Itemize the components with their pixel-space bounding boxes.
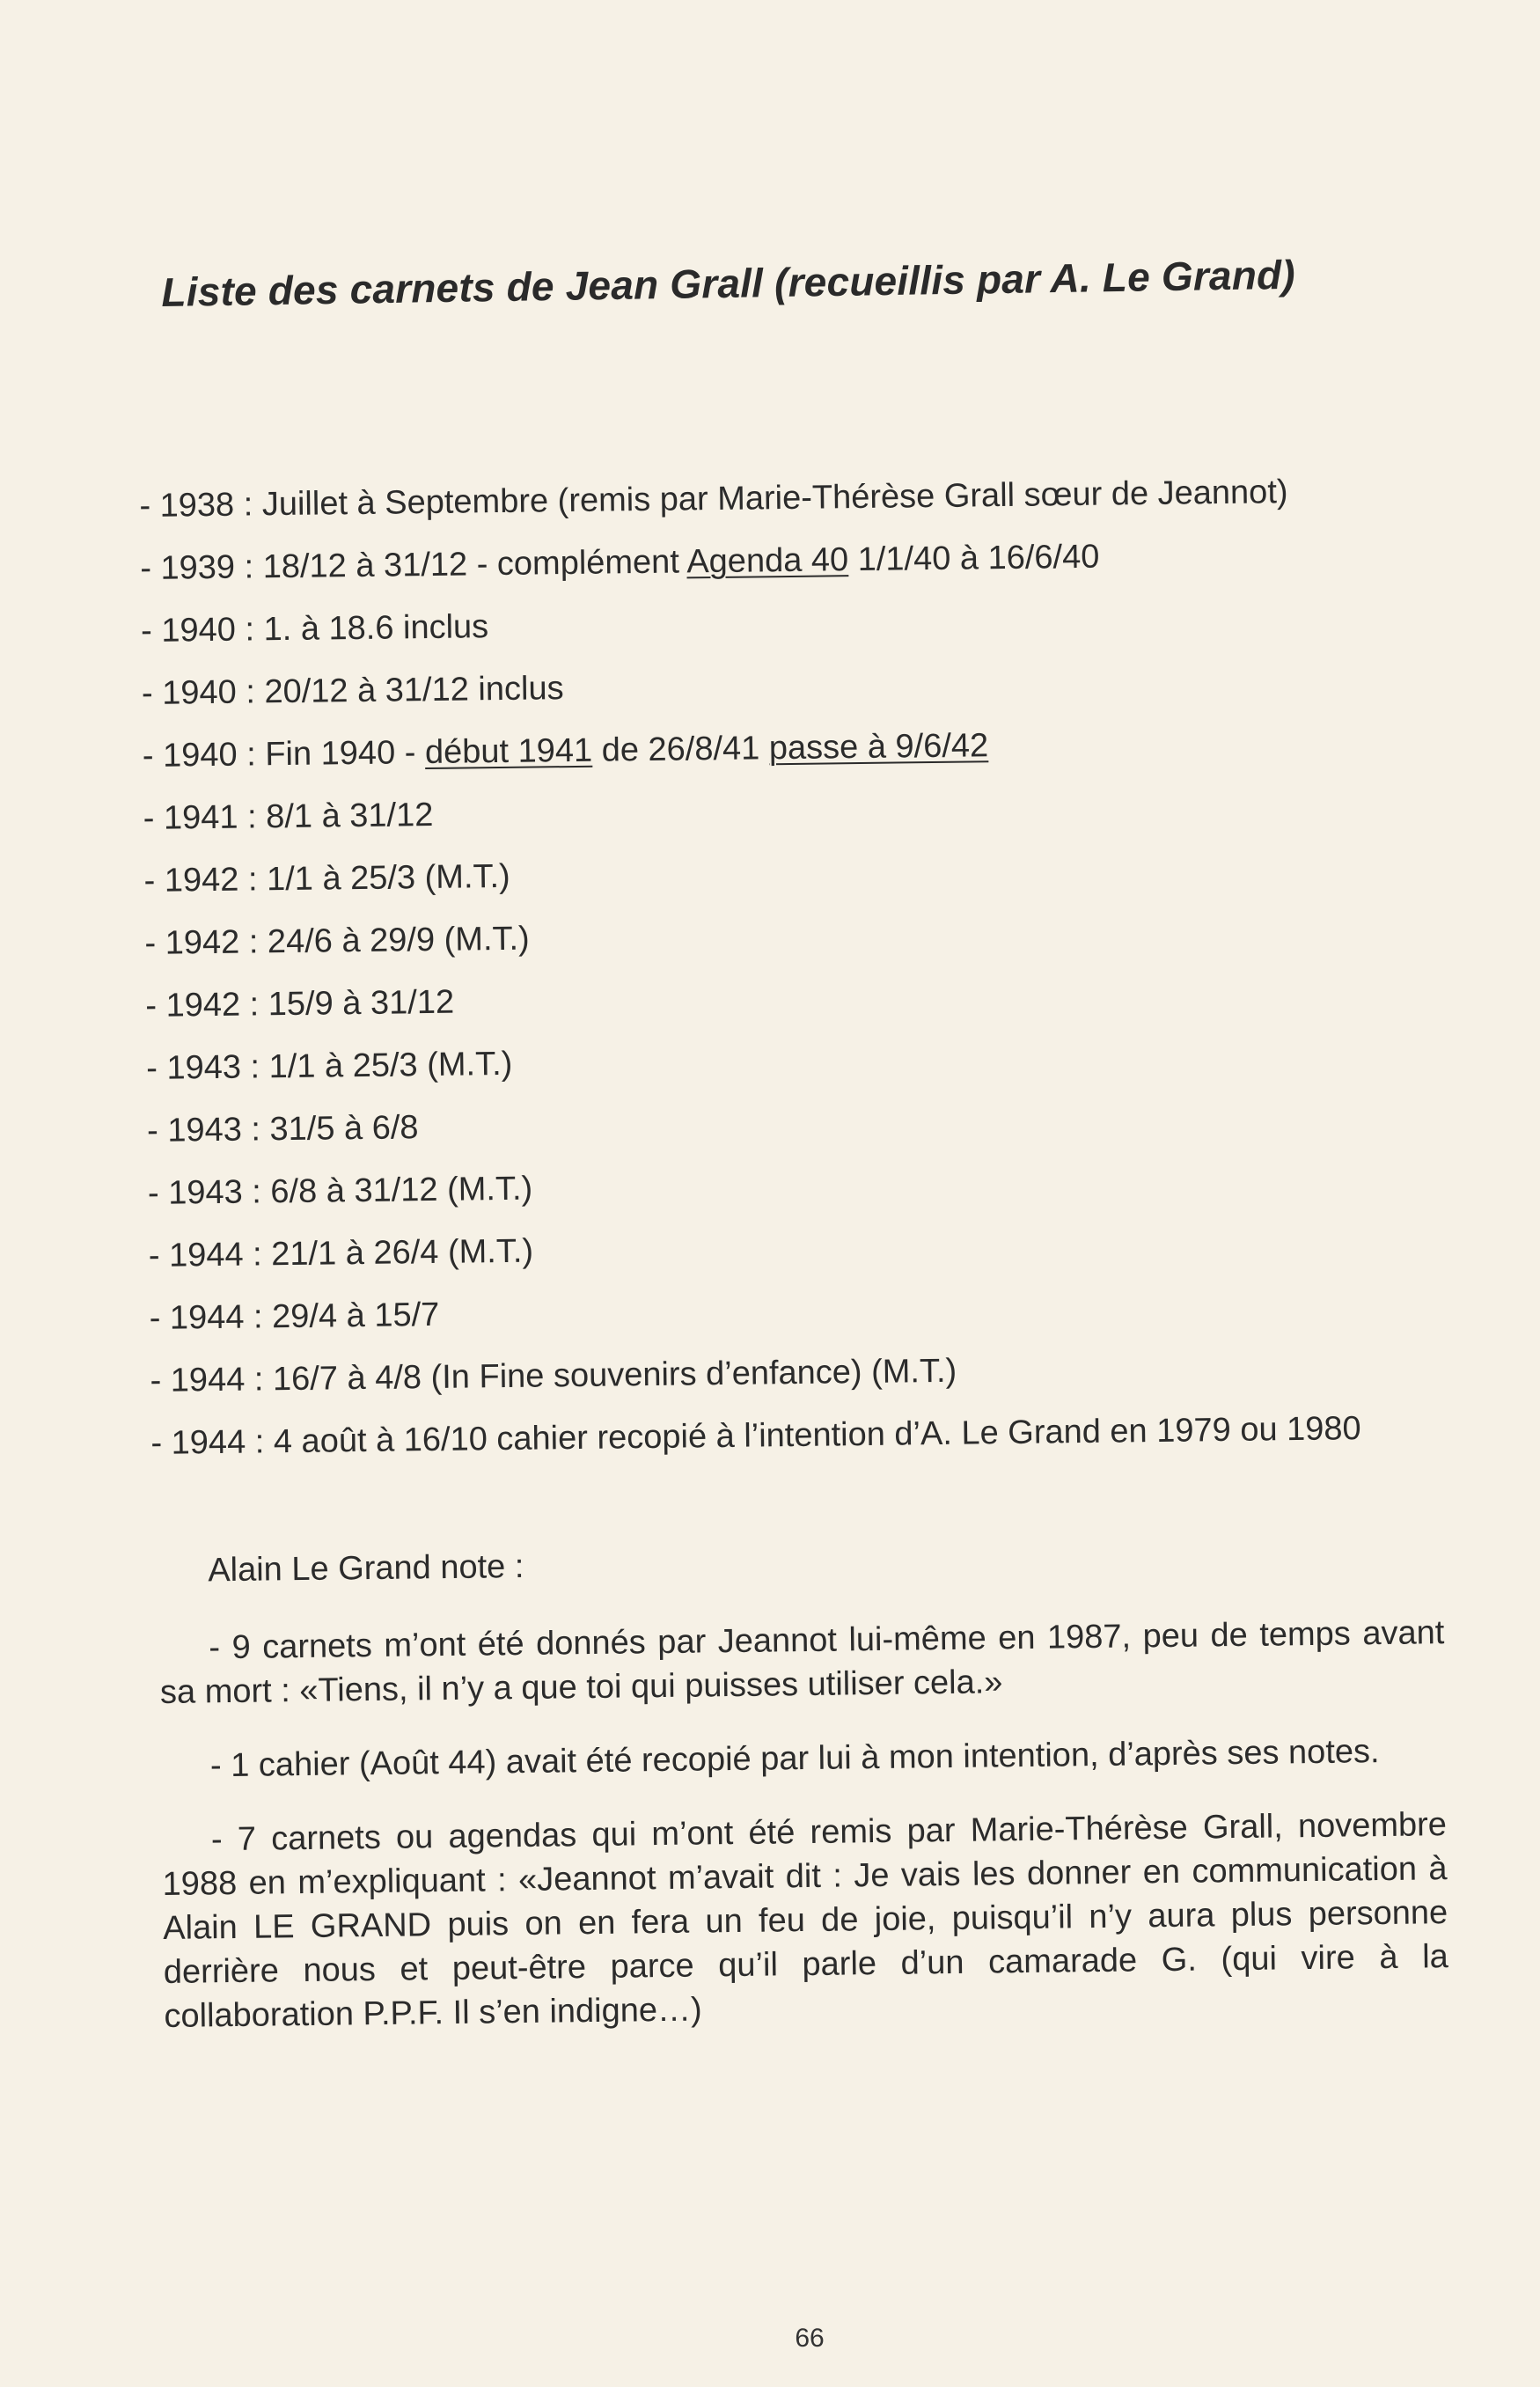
note-paragraph: - 9 carnets m’ont été donnés par Jeannot lui-même en 1987, peu de temps avant sa mort : «Tiens, il n’y a que toi qui puisses utiliser cela.»: [159, 1614, 1445, 1711]
entry-text: - 1944 : 4 août à 16/10 cahier recopié à l’intention d’A. Le Grand en 1979 ou 1980: [150, 1410, 1361, 1462]
notes-intro: Alain Le Grand note :: [208, 1547, 524, 1590]
entry-text: - 1941 : 8/1 à 31/12: [143, 796, 434, 837]
entry-text: - 1940 : Fin 1940 -: [142, 734, 426, 775]
notes-section: [158, 1533, 1449, 2068]
entry-text: - 1944 : 29/4 à 15/7: [149, 1296, 440, 1337]
entry-text: - 1942 : 24/6 à 29/9 (M.T.): [144, 920, 530, 962]
page-title: Liste des carnets de Jean Grall (recueillis par A. Le Grand): [161, 251, 1296, 315]
note-paragraph: - 7 carnets ou agendas qui m’ont été remis par Marie-Thérèse Grall, novembre 1988 en m’expliquant : «Jeannot m’avait dit : Je vais les donner en communication à Alain LE GRAND puis on en fera un feu de joie, puisqu’il n’y aura plus personne derrière nous et peut-être parce qu’il parle d’un camarade G. (qui vire à la collaboration P.P.F. Il s’en indigne…): [162, 1806, 1449, 2035]
entry-text: de 26/8/41: [591, 730, 770, 769]
entry-text: - 1944 : 16/7 à 4/8 (In Fine souvenirs d’enfance) (M.T.): [150, 1352, 957, 1399]
notebook-list: [139, 459, 1471, 1475]
entry-text: - 1938 : Juillet à Septembre (remis par Marie-Thérèse Grall sœur de Jeannot): [139, 474, 1288, 525]
entry-text: - 1940 : 20/12 à 31/12 inclus: [141, 670, 564, 712]
page-number: 66: [795, 2324, 825, 2353]
underlined-text: passe à 9/6/42: [768, 727, 989, 768]
underlined-text: Agenda 40: [686, 541, 849, 581]
entry-text: - 1942 : 1/1 à 25/3 (M.T.): [143, 857, 510, 900]
entry-text: - 1940 : 1. à 18.6 inclus: [140, 608, 489, 650]
entry-text: - 1939 : 18/12 à 31/12 - complément: [140, 543, 687, 587]
entry-text: - 1944 : 21/1 à 26/4 (M.T.): [148, 1232, 534, 1274]
entry-text: 1/1/40 à 16/6/40: [847, 538, 1100, 579]
underlined-text: début 1941: [424, 731, 593, 772]
entry-text: - 1943 : 1/1 à 25/3 (M.T.): [145, 1045, 513, 1087]
note-paragraph: - 1 cahier (Août 44) avait été recopié par lui à mon intention, d’après ses notes.: [209, 1733, 1380, 1785]
entry-text: - 1943 : 6/8 à 31/12 (M.T.): [147, 1170, 533, 1212]
entry-text: - 1943 : 31/5 à 6/8: [146, 1109, 419, 1149]
entry-text: - 1942 : 15/9 à 31/12: [145, 983, 455, 1025]
